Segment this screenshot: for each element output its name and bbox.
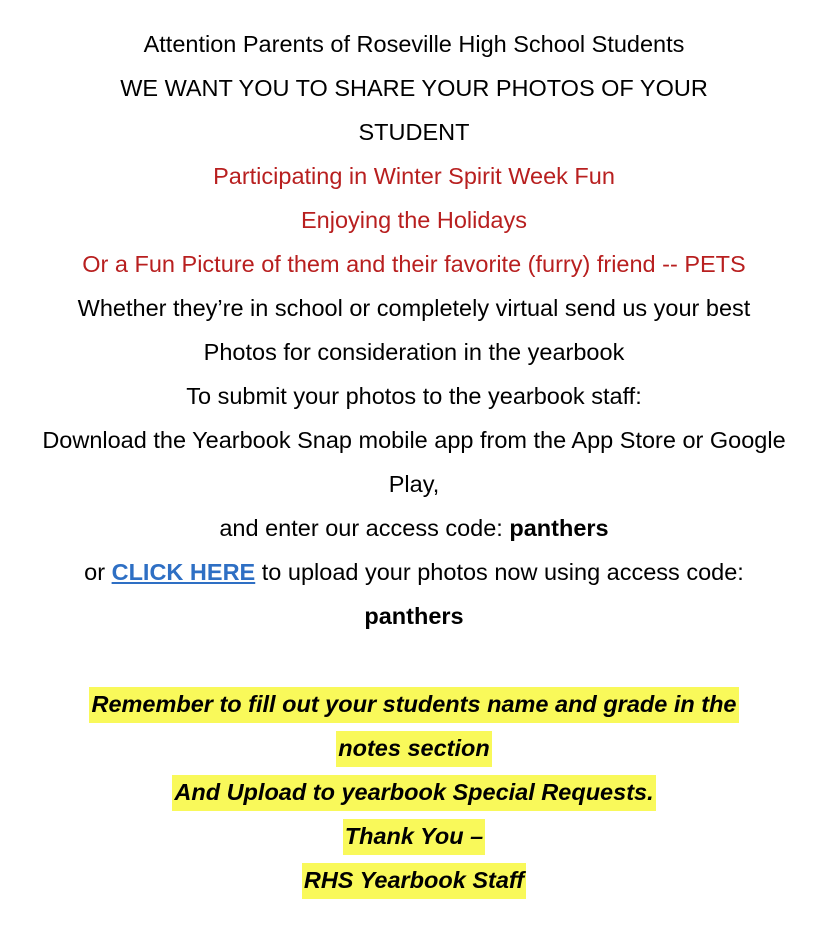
upload-suffix: to upload your photos now using access code: <box>255 559 744 585</box>
click-here-link[interactable]: CLICK HERE <box>111 559 256 585</box>
reminder-line-1: Remember to fill out your students name and grade in the <box>89 687 738 723</box>
reminder-line-3: And Upload to yearbook Special Requests. <box>172 775 655 811</box>
flyer-headline-line-1: WE WANT YOU TO SHARE YOUR PHOTOS OF YOUR <box>120 75 708 101</box>
blank-line <box>0 638 828 682</box>
upload-line <box>0 550 828 594</box>
body-line-5: Play, <box>388 471 440 497</box>
flyer-headline-line-2: STUDENT <box>358 119 470 145</box>
body-line-3: To submit your photos to the yearbook staff: <box>186 383 642 409</box>
thank-you-wrap <box>0 814 828 858</box>
access-code-value: panthers <box>509 515 609 541</box>
body-line-2: Photos for consideration in the yearbook <box>203 339 625 365</box>
reminder-line-1-wrap <box>0 682 828 726</box>
theme-holidays: Enjoying the Holidays <box>301 207 527 233</box>
signature: RHS Yearbook Staff <box>302 863 526 899</box>
access-code-line <box>0 506 828 550</box>
theme-pets: Or a Fun Picture of them and their favorite (furry) friend -- PETS <box>82 251 746 277</box>
thank-you: Thank You – <box>343 819 485 855</box>
theme-spirit-week: Participating in Winter Spirit Week Fun <box>213 163 615 189</box>
reminder-line-3-wrap <box>0 770 828 814</box>
flyer-header: Attention Parents of Roseville High School Students <box>143 31 685 57</box>
signature-wrap <box>0 858 828 902</box>
upload-access-code: panthers <box>364 603 464 629</box>
reminder-line-2: notes section <box>336 731 491 767</box>
access-code-prefix: and enter our access code: <box>219 515 510 541</box>
body-line-1: Whether they’re in school or completely virtual send us your best <box>77 295 751 321</box>
upload-prefix: or <box>84 559 112 585</box>
body-line-4: Download the Yearbook Snap mobile app from the App Store or Google <box>42 427 786 453</box>
reminder-line-2-wrap <box>0 726 828 770</box>
